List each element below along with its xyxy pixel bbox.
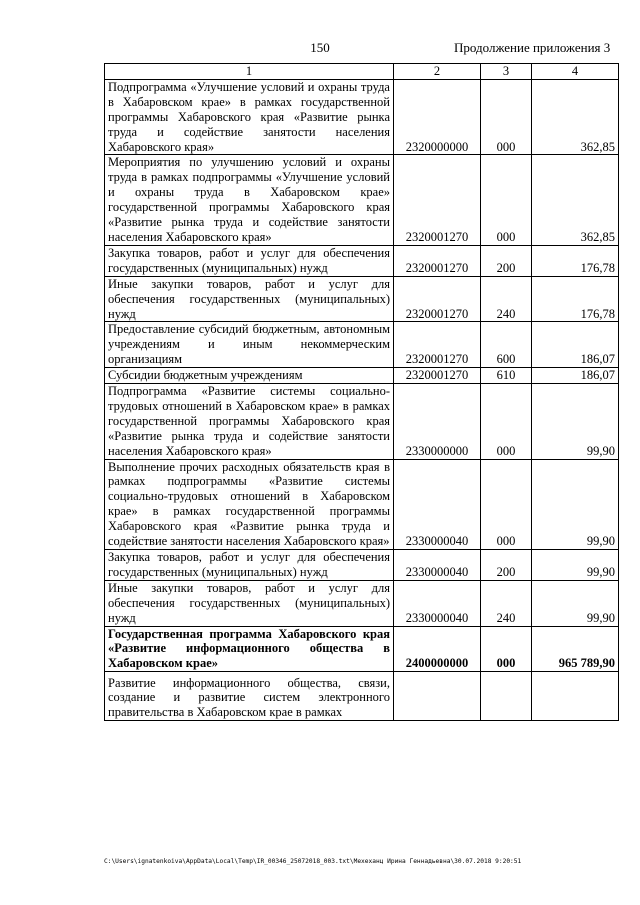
expense-type-code-cell: 600 [481, 322, 532, 368]
page-number: 150 [310, 40, 330, 55]
table-row [105, 459, 619, 549]
amount-cell: 99,90 [532, 550, 619, 581]
row-name-cell: Подпрограмма «Развитие системы социально-трудовых отношений в Хабаровском крае» в рамках государственной программы Хабаровского края «Развитие рынка труда и содействие занятости населения Хабаровского края» [105, 384, 394, 460]
row-name-cell: Иные закупки товаров, работ и услуг для обеспечения государственных (муниципальных) нужд [105, 276, 394, 322]
row-name-cell: Государственная программа Хабаровского края «Развитие информационного общества в Хабаровском крае» [105, 626, 394, 672]
row-name-cell: Мероприятия по улучшению условий и охраны труда в рамках подпрограммы «Улучшение условий и охраны труда в Хабаровском крае» государственной программы Хабаровского края «Развитие рынка труда и содействие занятости населения Хабаровского края» [105, 155, 394, 245]
column-number: 2 [394, 64, 481, 80]
amount-cell: 362,85 [532, 155, 619, 245]
target-article-code-cell: 2320001270 [394, 245, 481, 276]
continuation-label: Продолжение приложения 3 [454, 40, 611, 55]
column-number: 1 [105, 64, 394, 80]
target-article-code-cell: 2330000040 [394, 550, 481, 581]
expense-type-code-cell: 000 [481, 626, 532, 672]
expense-type-code-cell: 200 [481, 245, 532, 276]
target-article-code-cell: 2320001270 [394, 322, 481, 368]
expense-type-code-cell: 000 [481, 384, 532, 460]
column-number-row [105, 64, 619, 80]
budget-table [104, 63, 619, 721]
expense-type-code-cell: 240 [481, 276, 532, 322]
table-row [105, 276, 619, 322]
table-row [105, 550, 619, 581]
amount-cell: 186,07 [532, 368, 619, 384]
amount-cell: 99,90 [532, 384, 619, 460]
amount-cell: 965 789,90 [532, 626, 619, 672]
row-name-cell: Развитие информационного общества, связи, создание и развитие систем электронного правительства в Хабаровском крае в рамках [105, 672, 394, 721]
row-name-cell: Выполнение прочих расходных обязательств края в рамках подпрограммы «Развитие системы социально-трудовых отношений в Хабаровском крае» в рамках государственной программы Хабаровского края «Развитие рынка труда и содействие занятости населения Хабаровского края» [105, 459, 394, 549]
row-name-cell: Субсидии бюджетным учреждениям [105, 368, 394, 384]
target-article-code-cell: 2330000040 [394, 459, 481, 549]
column-number: 3 [481, 64, 532, 80]
amount-cell: 176,78 [532, 245, 619, 276]
row-name-cell: Подпрограмма «Улучшение условий и охраны труда в Хабаровском крае» в рамках государственной программы Хабаровского края «Развитие рынка труда и содействие занятости населения Хабаровского края» [105, 79, 394, 155]
target-article-code-cell: 2320001270 [394, 368, 481, 384]
expense-type-code-cell: 000 [481, 155, 532, 245]
expense-type-code-cell: 240 [481, 580, 532, 626]
target-article-code-cell: 2320001270 [394, 155, 481, 245]
table-row [105, 580, 619, 626]
target-article-code-cell: 2320000000 [394, 79, 481, 155]
column-number: 4 [532, 64, 619, 80]
table-row [105, 672, 619, 721]
target-article-code-cell: 2330000000 [394, 384, 481, 460]
target-article-code-cell: 2400000000 [394, 626, 481, 672]
amount-cell: 176,78 [532, 276, 619, 322]
table-row [105, 322, 619, 368]
row-name-cell: Иные закупки товаров, работ и услуг для обеспечения государственных (муниципальных) нужд [105, 580, 394, 626]
expense-type-code-cell: 000 [481, 79, 532, 155]
target-article-code-cell [394, 672, 481, 721]
target-article-code-cell: 2320001270 [394, 276, 481, 322]
table-row [105, 384, 619, 460]
row-name-cell: Предоставление субсидий бюджетным, автономным учреждениям и иным некоммерческим организациям [105, 322, 394, 368]
expense-type-code-cell: 000 [481, 459, 532, 549]
row-name-cell: Закупка товаров, работ и услуг для обеспечения государственных (муниципальных) нужд [105, 245, 394, 276]
expense-type-code-cell: 200 [481, 550, 532, 581]
table-row [105, 245, 619, 276]
row-name-cell: Закупка товаров, работ и услуг для обеспечения государственных (муниципальных) нужд [105, 550, 394, 581]
expense-type-code-cell: 610 [481, 368, 532, 384]
table-body [105, 64, 619, 721]
amount-cell: 99,90 [532, 459, 619, 549]
expense-type-code-cell [481, 672, 532, 721]
file-path-footer: C:\Users\ignatenkoiva\AppData\Local\Temp\IR_00346_25072018_003.txt\Мехеханц Ирина Геннадьевна\30.07.2018 9:20:51 [104, 858, 522, 865]
target-article-code-cell: 2330000040 [394, 580, 481, 626]
amount-cell: 186,07 [532, 322, 619, 368]
table-row [105, 626, 619, 672]
amount-cell [532, 672, 619, 721]
table-row [105, 368, 619, 384]
amount-cell: 99,90 [532, 580, 619, 626]
table-row [105, 79, 619, 155]
amount-cell: 362,85 [532, 79, 619, 155]
table-row [105, 155, 619, 245]
